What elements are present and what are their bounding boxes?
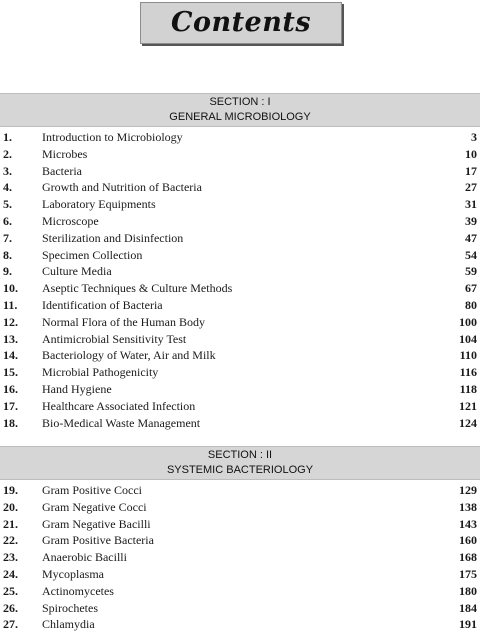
toc-entry[interactable] (0, 381, 480, 398)
chapter-title: Chlamydia (42, 617, 95, 632)
toc-entry[interactable] (0, 263, 480, 280)
page-number: 175 (459, 566, 477, 581)
page-number: 10 (465, 146, 477, 161)
chapter-number: 25. (3, 583, 18, 598)
page-number: 121 (459, 398, 477, 413)
page-title: Contents (170, 6, 312, 38)
page-number: 67 (465, 281, 477, 296)
chapter-number: 9. (3, 264, 12, 279)
section-1-chapter-list (0, 129, 480, 431)
page-number: 31 (465, 197, 477, 212)
toc-entry[interactable] (0, 280, 480, 297)
chapter-number: 5. (3, 197, 12, 212)
page-number: 47 (465, 230, 477, 245)
chapter-title: Laboratory Equipments (42, 197, 156, 212)
page-number: 184 (459, 600, 477, 615)
chapter-title: Bacteria (42, 163, 82, 178)
section-label: SECTION : I (209, 96, 271, 108)
page-number: 100 (459, 314, 477, 329)
toc-entry[interactable] (0, 583, 480, 600)
toc-entry[interactable] (0, 230, 480, 247)
page-number: 138 (459, 499, 477, 514)
chapter-number: 18. (3, 415, 18, 430)
toc-entry[interactable] (0, 163, 480, 180)
chapter-title: Gram Negative Bacilli (42, 516, 151, 531)
page-number: 124 (459, 415, 477, 430)
toc-entry[interactable] (0, 549, 480, 566)
chapter-title: Anaerobic Bacilli (42, 550, 127, 565)
chapter-number: 6. (3, 213, 12, 228)
chapter-number: 12. (3, 314, 18, 329)
chapter-number: 1. (3, 130, 12, 144)
toc-entry[interactable] (0, 297, 480, 314)
chapter-title: Identification of Bacteria (42, 297, 163, 312)
toc-entry[interactable] (0, 314, 480, 331)
chapter-title: Specimen Collection (42, 247, 143, 262)
page-number: 27 (465, 180, 477, 195)
page-number: 110 (459, 348, 477, 363)
toc-entry[interactable] (0, 616, 480, 633)
chapter-number: 15. (3, 365, 18, 380)
chapter-title: Microbes (42, 146, 88, 161)
page-number: 168 (459, 550, 477, 565)
chapter-title: Bacteriology of Water, Air and Milk (42, 348, 216, 363)
chapter-number: 2. (3, 146, 12, 161)
chapter-title: Introduction to Microbiology (42, 130, 183, 144)
toc-entry[interactable] (0, 499, 480, 516)
chapter-number: 22. (3, 533, 18, 548)
chapter-title: Normal Flora of the Human Body (42, 314, 205, 329)
page-number: 143 (459, 516, 477, 531)
section-name: GENERAL MICROBIOLOGY (169, 111, 311, 123)
toc-entry[interactable] (0, 331, 480, 348)
contents-title-box (140, 2, 342, 44)
toc-entry[interactable] (0, 398, 480, 415)
toc-entry[interactable] (0, 482, 480, 499)
chapter-title: Mycoplasma (42, 566, 104, 581)
page-number: 118 (459, 381, 477, 396)
page-number: 180 (459, 583, 477, 598)
section-2-chapter-list (0, 482, 480, 633)
section-name: SYSTEMIC BACTERIOLOGY (166, 464, 314, 476)
chapter-title: Healthcare Associated Infection (42, 398, 196, 413)
chapter-title: Actinomycetes (42, 583, 114, 598)
page-number: 129 (459, 483, 477, 497)
chapter-number: 21. (3, 516, 18, 531)
chapter-title: Spirochetes (42, 600, 98, 615)
page-number: 191 (459, 617, 477, 632)
page-number: 104 (459, 331, 477, 346)
chapter-title: Gram Positive Bacteria (42, 533, 154, 548)
toc-entry[interactable] (0, 129, 480, 146)
toc-entry[interactable] (0, 415, 480, 432)
page-number: 54 (465, 247, 477, 262)
chapter-number: 20. (3, 499, 18, 514)
chapter-number: 17. (3, 398, 18, 413)
chapter-number: 8. (3, 247, 12, 262)
chapter-number: 10. (3, 281, 18, 296)
section-label: SECTION : II (207, 449, 273, 461)
chapter-title: Hand Hygiene (42, 381, 112, 396)
toc-entry[interactable] (0, 247, 480, 264)
chapter-number: 7. (3, 230, 12, 245)
toc-entry[interactable] (0, 532, 480, 549)
page-number: 116 (459, 365, 477, 380)
section-header-2 (0, 446, 480, 480)
page-number: 3 (471, 130, 477, 144)
chapter-number: 16. (3, 381, 18, 396)
toc-entry[interactable] (0, 347, 480, 364)
chapter-title: Gram Positive Cocci (42, 483, 142, 497)
chapter-title: Gram Negative Cocci (42, 499, 147, 514)
chapter-title: Antimicrobial Sensitivity Test (42, 331, 187, 346)
chapter-number: 13. (3, 331, 18, 346)
chapter-title: Culture Media (42, 264, 112, 279)
toc-entry[interactable] (0, 146, 480, 163)
toc-entry[interactable] (0, 179, 480, 196)
chapter-number: 23. (3, 550, 18, 565)
chapter-title: Bio-Medical Waste Management (42, 415, 201, 430)
chapter-number: 27. (3, 617, 18, 632)
chapter-title: Microscope (42, 213, 99, 228)
toc-entry[interactable] (0, 600, 480, 617)
page-number: 160 (459, 533, 477, 548)
chapter-title: Growth and Nutrition of Bacteria (42, 180, 202, 195)
chapter-number: 24. (3, 566, 18, 581)
chapter-number: 26. (3, 600, 18, 615)
page-number: 80 (465, 297, 477, 312)
chapter-title: Microbial Pathogenicity (42, 365, 159, 380)
page-number: 17 (465, 163, 477, 178)
chapter-title: Sterilization and Disinfection (42, 230, 184, 245)
toc-entry[interactable] (0, 213, 480, 230)
page-number: 39 (465, 213, 477, 228)
chapter-number: 11. (3, 297, 18, 312)
section-header-1 (0, 93, 480, 127)
chapter-title: Aseptic Techniques & Culture Methods (42, 281, 233, 296)
chapter-number: 4. (3, 180, 12, 195)
toc-entry[interactable] (0, 566, 480, 583)
toc-entry[interactable] (0, 516, 480, 533)
toc-entry[interactable] (0, 196, 480, 213)
toc-entry[interactable] (0, 364, 480, 381)
chapter-number: 14. (3, 348, 18, 363)
chapter-number: 3. (3, 163, 12, 178)
chapter-number: 19. (3, 483, 18, 497)
page-number: 59 (465, 264, 477, 279)
